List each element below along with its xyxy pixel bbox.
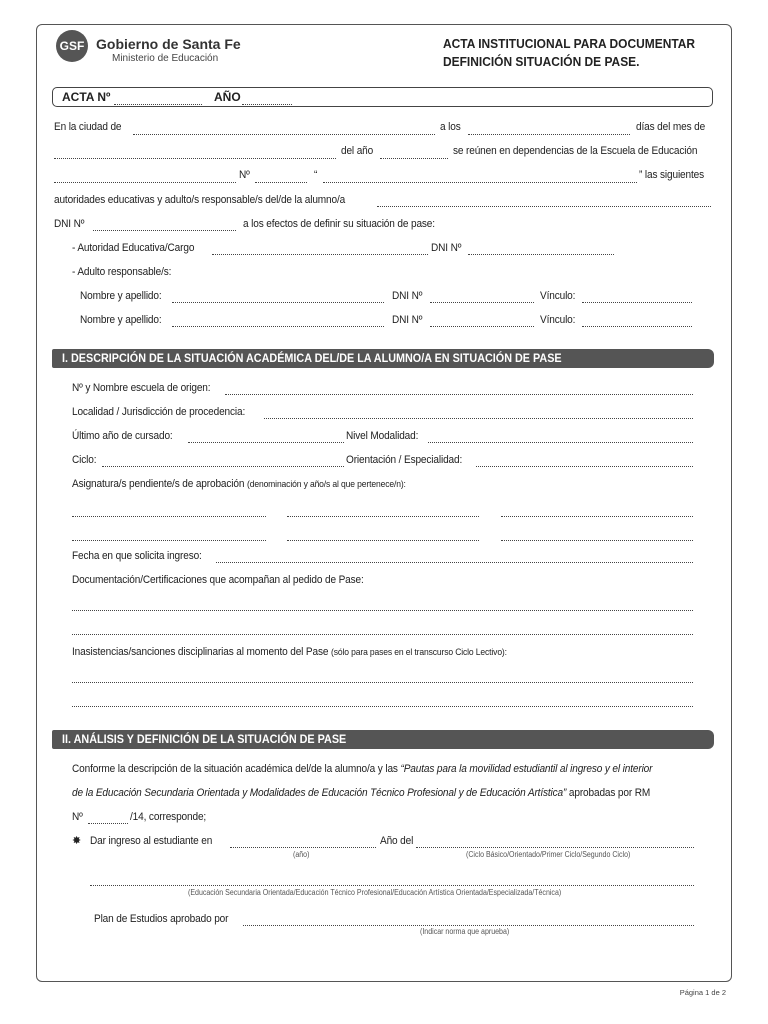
adult-name-field-1[interactable]	[172, 302, 384, 303]
month-field[interactable]	[54, 158, 336, 159]
rm-suffix: /14, corresponde;	[130, 811, 207, 823]
intro-day-label: a los	[440, 121, 461, 133]
para2-text: aprobadas por RM	[566, 787, 651, 799]
student-dni-field[interactable]	[93, 230, 236, 231]
absences-note: (sólo para pases en el transcurso Ciclo Lectivo):	[331, 647, 507, 658]
origin-school-field[interactable]	[225, 394, 693, 395]
study-plan-label: Plan de Estudios aprobado por	[94, 913, 229, 925]
adult-dni-field-1[interactable]	[430, 302, 534, 303]
section-1-header	[52, 349, 714, 368]
para2-italic: de la Educación Secundaria Orientada y Modalidades de Educación Técnico Profesional y de Educación Artística”	[72, 787, 567, 799]
note-year: (año)	[293, 850, 310, 859]
para1-italic: “Pautas para la movilidad estudiantil al ingreso y el interior	[400, 763, 653, 775]
bullet-icon: ✸	[72, 835, 82, 847]
request-date-field[interactable]	[216, 562, 693, 563]
locality-field[interactable]	[264, 418, 693, 419]
study-plan-field[interactable]	[243, 925, 694, 926]
absences-label	[72, 646, 507, 658]
year-field[interactable]	[380, 158, 448, 159]
name-label-2: Nombre y apellido:	[80, 314, 162, 326]
absences-text: Inasistencias/sanciones disciplinarias al momento del Pase	[72, 646, 329, 658]
locality-label: Localidad / Jurisdicción de procedencia:	[72, 406, 246, 418]
vinculo-label-2: Vínculo:	[540, 314, 576, 326]
admit-year-field[interactable]	[230, 847, 376, 848]
absences-field-2[interactable]	[72, 706, 693, 707]
student-dni-label: DNI Nº	[54, 218, 85, 230]
para1-text: Conforme la descripción de la situación académica del/de la alumno/a y las	[72, 763, 401, 775]
authority-dni-field[interactable]	[468, 254, 614, 255]
intro-school-text: se reúnen en dependencias de la Escuela de Educación	[453, 145, 698, 157]
pending-subject-field-5[interactable]	[287, 540, 479, 541]
section-1-title: I. DESCRIPCIÓN DE LA SITUACIÓN ACADÉMICA DEL/DE LA ALUMNO/A EN SITUACIÓN DE PASE	[62, 351, 562, 365]
form-title	[443, 35, 695, 71]
pending-subject-field-2[interactable]	[287, 516, 479, 517]
intro-year-label: del año	[341, 145, 374, 157]
org-name: Gobierno de Santa Fe	[96, 36, 241, 52]
vinculo-field-1[interactable]	[582, 302, 692, 303]
section-2-title: II. ANÁLISIS Y DEFINICIÓN DE LA SITUACIÓN DE PASE	[62, 732, 347, 746]
city-field[interactable]	[133, 134, 435, 135]
level-label: Nivel Modalidad:	[346, 430, 419, 442]
school-number-label: Nº	[239, 169, 250, 181]
school-type-field[interactable]	[54, 182, 236, 183]
request-date-label: Fecha en que solicita ingreso:	[72, 550, 202, 562]
pending-subject-field-4[interactable]	[72, 540, 266, 541]
authority-field[interactable]	[212, 254, 428, 255]
acta-number-label: ACTA Nº	[62, 90, 111, 104]
section-2-header	[52, 730, 714, 749]
cycle-field[interactable]	[102, 466, 344, 467]
section-2-para-line1	[72, 763, 652, 775]
note-norma: (Indicar norma que aprueba)	[420, 927, 510, 936]
rm-number-label: Nº	[72, 811, 83, 823]
pending-subject-field-3[interactable]	[501, 516, 693, 517]
dni-label-2: DNI Nº	[392, 314, 423, 326]
intro-following-text: ” las siguientes	[639, 169, 705, 181]
school-name-field[interactable]	[323, 182, 637, 183]
vinculo-label-1: Vínculo:	[540, 290, 576, 302]
intro-authorities-text: autoridades educativas y adulto/s responsable/s del/de la alumno/a	[54, 194, 346, 206]
level-field[interactable]	[428, 442, 693, 443]
note-cycle: (Ciclo Básico/Orientado/Primer Ciclo/Segundo Ciclo)	[466, 850, 631, 859]
orientation-label: Orientación / Especialidad:	[346, 454, 463, 466]
form-title-line1: ACTA INSTITUCIONAL PARA DOCUMENTAR	[443, 36, 696, 51]
page-number: Página 1 de 2	[679, 988, 726, 997]
intro-city-label: En la ciudad de	[54, 121, 122, 133]
pending-subjects-label	[72, 478, 406, 490]
pending-subject-field-6[interactable]	[501, 540, 693, 541]
pending-subject-field-1[interactable]	[72, 516, 266, 517]
vinculo-field-2[interactable]	[582, 326, 692, 327]
documentation-label: Documentación/Certificaciones que acompañan al pedido de Pase:	[72, 574, 364, 586]
admit-label: Dar ingreso al estudiante en	[90, 835, 213, 847]
org-sub: Ministerio de Educación	[112, 53, 219, 64]
form-title-line2: DEFINICIÓN SITUACIÓN DE PASE.	[443, 54, 640, 69]
student-name-field[interactable]	[377, 206, 711, 207]
school-name-open-quote: “	[314, 169, 318, 181]
education-type-field[interactable]	[90, 885, 694, 886]
admit-cycle-field[interactable]	[416, 847, 694, 848]
section-2-para-line2	[72, 787, 650, 799]
adult-responsible-label: - Adulto responsable/s:	[72, 266, 172, 278]
acta-number-field[interactable]	[114, 104, 202, 105]
acta-year-label: AÑO	[214, 90, 241, 104]
orientation-field[interactable]	[476, 466, 693, 467]
note-education: (Educación Secundaria Orientada/Educación Técnico Profesional/Educación Artística Orientada/Especializada/Técnica)	[188, 888, 562, 897]
last-year-field[interactable]	[188, 442, 344, 443]
year-of-label: Año del	[380, 835, 414, 847]
dni-label-1: DNI Nº	[392, 290, 423, 302]
day-field[interactable]	[468, 134, 630, 135]
documentation-field-2[interactable]	[72, 634, 693, 635]
adult-name-field-2[interactable]	[172, 326, 384, 327]
cycle-label: Ciclo:	[72, 454, 97, 466]
name-label-1: Nombre y apellido:	[80, 290, 162, 302]
school-number-field[interactable]	[255, 182, 307, 183]
authority-label: - Autoridad Educativa/Cargo	[72, 242, 195, 254]
authority-dni-label: DNI Nº	[431, 242, 462, 254]
rm-number-field[interactable]	[88, 823, 128, 824]
pending-subjects-text: Asignatura/s pendiente/s de aprobación	[72, 478, 245, 490]
last-year-label: Último año de cursado:	[72, 430, 173, 442]
adult-dni-field-2[interactable]	[430, 326, 534, 327]
intro-month-label: días del mes de	[636, 121, 706, 133]
origin-school-label: Nº y Nombre escuela de origen:	[72, 382, 211, 394]
acta-year-field[interactable]	[242, 104, 292, 105]
intro-purpose-text: a los efectos de definir su situación de pase:	[243, 218, 435, 230]
pending-subjects-note: (denominación y año/s al que pertenece/n):	[246, 479, 406, 490]
absences-field-1[interactable]	[72, 682, 693, 683]
gsf-logo: GSF	[56, 30, 88, 62]
documentation-field-1[interactable]	[72, 610, 693, 611]
